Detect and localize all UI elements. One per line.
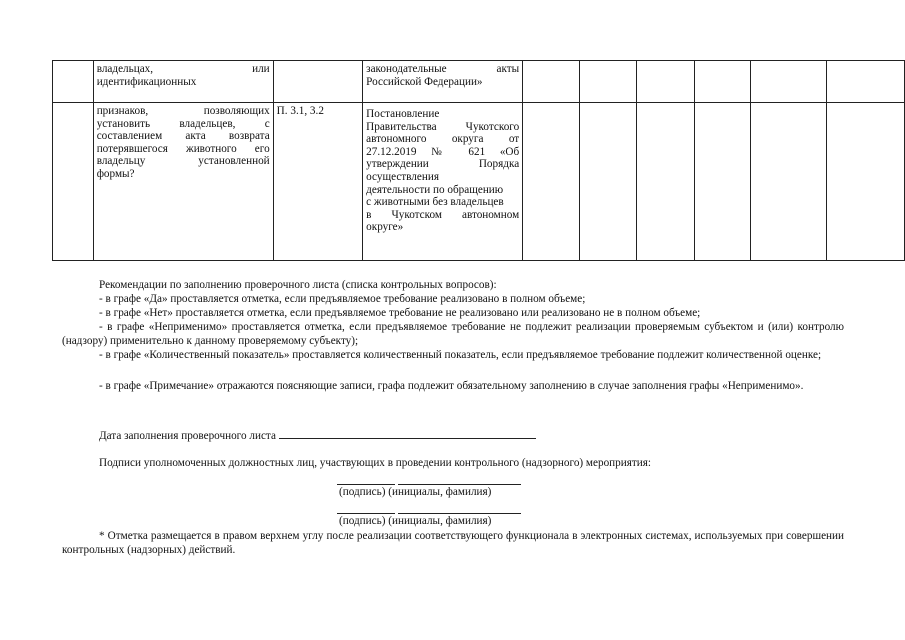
legal-act-line: в Чукотском автономном [366, 208, 520, 221]
legal-act-line: осуществления [366, 170, 439, 183]
date-field[interactable] [279, 427, 536, 439]
name-line[interactable] [398, 484, 521, 485]
cell-extra[interactable] [826, 61, 904, 103]
cell-no[interactable] [579, 61, 637, 103]
cell-legal-act [363, 103, 523, 261]
cell-not-applicable[interactable] [637, 61, 695, 103]
requirement-line: владельцу установленной [96, 155, 270, 168]
signature-line[interactable] [337, 513, 395, 514]
requirement-line: идентификационных [96, 75, 197, 88]
recommendation-not-applicable: - в графе «Неприменимо» проставляется отметка, если предъявляемое требование не подлежит реализации проверяемым субъектом и (или) контролю (надзору) применительно к данному проверяемому субъекту); [62, 321, 844, 347]
footnote: * Отметка размещается в правом верхнем углу после реализации соответствующего функционала в электронных системах, используемых при совершении контрольных (надзорных) действий. [62, 530, 844, 556]
date-label: Дата заполнения проверочного листа [99, 430, 276, 442]
name-line[interactable] [398, 513, 521, 514]
legal-act-line: Российской Федерации» [366, 75, 483, 88]
cell-number [53, 103, 94, 261]
recommendation-note: - в графе «Примечание» отражаются поясняющие записи, графа подлежит обязательному заполнению в случае заполнения графы «Неприменимо». [99, 380, 804, 392]
requirement-line: составлением акта возврата [96, 130, 270, 143]
requirement-line: признаков, позволяющих [96, 105, 270, 117]
signature-caption: (подпись) (инициалы, фамилия) [339, 515, 492, 527]
date-row [99, 427, 579, 444]
requirement-line: владельцах, или [96, 63, 270, 75]
legal-act-line: автономного округа от [366, 133, 520, 146]
recommendation-yes: - в графе «Да» проставляется отметка, если предъявляемое требование реализовано в полном объеме; [99, 293, 586, 305]
recommendations-heading: Рекомендации по заполнению проверочного листа (списка контрольных вопросов): [99, 279, 497, 291]
legal-act-line: Правительства Чукотского [366, 120, 520, 133]
table-row [53, 61, 905, 103]
legal-act-line: утверждении Порядка [366, 158, 520, 171]
recommendation-no: - в графе «Нет» проставляется отметка, если предъявляемое требование не реализовано или реализовано не в полном объеме; [99, 307, 701, 319]
signature-caption: (подпись) (инициалы, фамилия) [339, 486, 492, 498]
cell-no[interactable] [579, 103, 637, 261]
recommendation-quantity: - в графе «Количественный показатель» проставляется количественный показатель, если предъявляемое требование подлежит количественной оценке; [99, 349, 822, 361]
cell-quantity[interactable] [694, 103, 751, 261]
legal-act-line: законодательные акты [366, 63, 520, 75]
cell-requirement [93, 103, 273, 261]
requirement-line: установить владельцев, с [96, 117, 270, 130]
legal-act-line: округе» [366, 221, 404, 234]
cell-point [273, 61, 363, 103]
legal-act-line: деятельности по обращению [366, 183, 504, 196]
legal-act-line: 27.12.2019 № 621 «Об [366, 145, 520, 158]
table-row [53, 103, 905, 261]
cell-quantity[interactable] [694, 61, 751, 103]
cell-not-applicable[interactable] [637, 103, 695, 261]
signature-line[interactable] [337, 484, 395, 485]
point-reference: П. 3.1, 3.2 [276, 105, 324, 117]
cell-requirement [93, 61, 273, 103]
cell-yes[interactable] [523, 61, 580, 103]
cell-number [53, 61, 94, 103]
cell-legal-act [363, 61, 523, 103]
requirement-line: формы? [96, 167, 135, 180]
cell-extra[interactable] [826, 103, 904, 261]
requirement-line: потерявшегося животного его [96, 142, 270, 155]
signatures-label: Подписи уполномоченных должностных лиц, участвующих в проведении контрольного (надзорного) мероприятия: [99, 457, 652, 469]
cell-point [273, 103, 363, 261]
cell-note[interactable] [751, 61, 826, 103]
legal-act-line: Постановление [366, 108, 440, 120]
cell-yes[interactable] [523, 103, 580, 261]
legal-act-line: с животными без владельцев [366, 196, 504, 209]
cell-note[interactable] [751, 103, 826, 261]
checklist-table [52, 60, 905, 261]
